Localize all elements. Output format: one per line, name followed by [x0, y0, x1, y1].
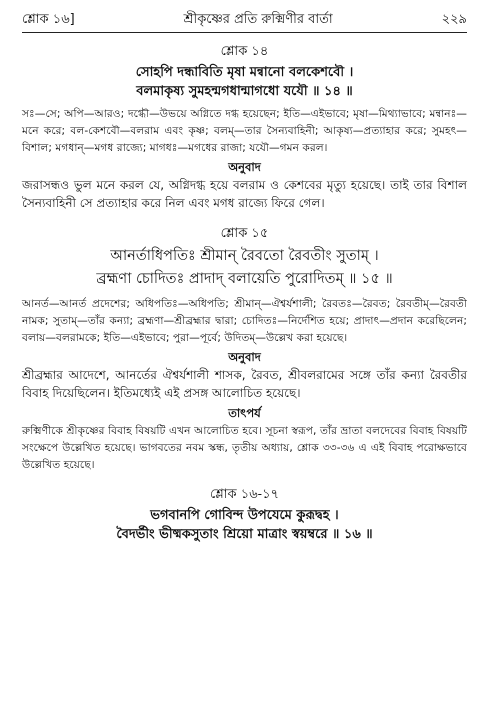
verse-14-line-2: বলমাকৃষ্য সুমহন্মগধান্মাগধো যযৌ ॥ ১৪ ॥ [136, 84, 353, 99]
verse-15-purport-title: তাৎপর্য [228, 406, 261, 420]
header-verse-ref: শ্লোক ১৬] [22, 12, 75, 27]
page-header [22, 10, 467, 33]
verse-15-line-2: ব্রহ্মণা চোদিতঃ প্রাদাদ্ বলায়েতি পুরোদিতম্ ॥ ১৫ ॥ [96, 271, 393, 287]
verse-15-number: শ্লোক ১৫ [220, 226, 269, 241]
verse-15-translation: শ্রীব্রহ্মার আদেশে, আনর্তের ঐশ্বর্যশালী শাসক, রৈবত, শ্রীবলরামের সঙ্গে তাঁর কন্যা রৈবতীর বিবাহ দিয়েছিলেন। ইতিমধ্যেই এই প্রসঙ্গ আলোচিত হয়েছে। [22, 368, 467, 400]
verse-14-line-1: সোহপি দন্ধাবিতি মৃষা মন্বানো বলকেশবৌ । [135, 65, 354, 80]
header-chapter-title: শ্রীকৃষ্ণের প্রতি রুক্মিণীর বার্তা [183, 12, 333, 27]
verse-14-translation: জরাসন্ধও ভুল মনে করল যে, অগ্নিদগ্ধ হয়ে বলরাম ও কেশবের মৃত্যু হয়েছে। তাই তার বিশাল সৈন্যবাহিনী সে প্রত্যাহার করে নিল এবং মগধ রাজ্যে ফিরে গেল। [22, 178, 467, 210]
page-number: ২২৯ [441, 12, 467, 27]
verse-15-synonyms: আনর্ত—আনর্ত প্রদেশের; অধিপতিঃ—অধিপতি; শ্রীমান্—ঐশ্বর্যশালী; রৈবতঃ—রৈবত; রৈবতীম্—রৈবতী নামক; সুতাম্—তাঁর কন্যা; ব্রহ্মণা—শ্রীব্রহ্মার দ্বারা; চোদিতঃ—নির্দেশিত হয়ে; প্রাদাৎ—প্রদান করেছিলেন; বলায়—বলরামকে; ইতি—এইভাবে; পুরা—পূর্বে; উদিতম্—উল্লেখ করা হয়েছে। [22, 297, 467, 344]
verse-16-line-2: বৈদর্ভীং ভীষ্মকসুতাং শ্রিয়ো মাত্রাং স্বয়ম্বরে ॥ ১৬ ॥ [116, 527, 373, 542]
verse-15-translation-title: অনুবাদ [228, 350, 261, 364]
verse-14-number: শ্লোক ১৪ [220, 44, 269, 59]
verse-16-line-1: ভগবানপি গোবিন্দ উপযেমে কুরূদ্বহ । [150, 508, 339, 523]
verse-15-line-1: আনর্তাধিপতিঃ শ্রীমান্ রৈবতো রৈবতীং সুতাম্ । [110, 248, 379, 264]
verse-14-translation-title: অনুবাদ [228, 160, 261, 174]
verse-16-17-number: শ্লোক ১৬-১৭ [210, 487, 279, 502]
verse-14-synonyms: সঃ—সে; অপি—আরও; দগ্ধৌ—উভয়ে অগ্নিতে দগ্ধ হয়েছেন; ইতি—এইভাবে; মৃষা—মিথ্যাভাবে; মন্বানঃ—মনে করে; বল-কেশবৌ—বলরাম এবং কৃষ্ণ; বলম্—তার সৈন্যবাহিনী; আকৃষ্য—প্রত্যাহার করে; সুমহৎ—বিশাল; মগধান্—মগধ রাজ্যে; মাগধঃ—মগধের রাজা; যযৌ—গমন করল। [22, 107, 467, 154]
verse-15-purport: রুক্মিণীকে শ্রীকৃষ্ণের বিবাহ বিষয়টি এখন আলোচিত হবে। সূচনা স্বরূপ, তাঁর ভ্রাতা বলদেবের বিবাহ বিষয়টি সংক্ষেপে উল্লেখিত হয়েছে। ভাগবতের নবম স্কন্ধ, তৃতীয় অধ্যায়, শ্লোক ৩৩-৩৬ এ এই বিবাহ পরোক্ষভাবে উল্লেখিত হয়েছে। [22, 424, 467, 471]
